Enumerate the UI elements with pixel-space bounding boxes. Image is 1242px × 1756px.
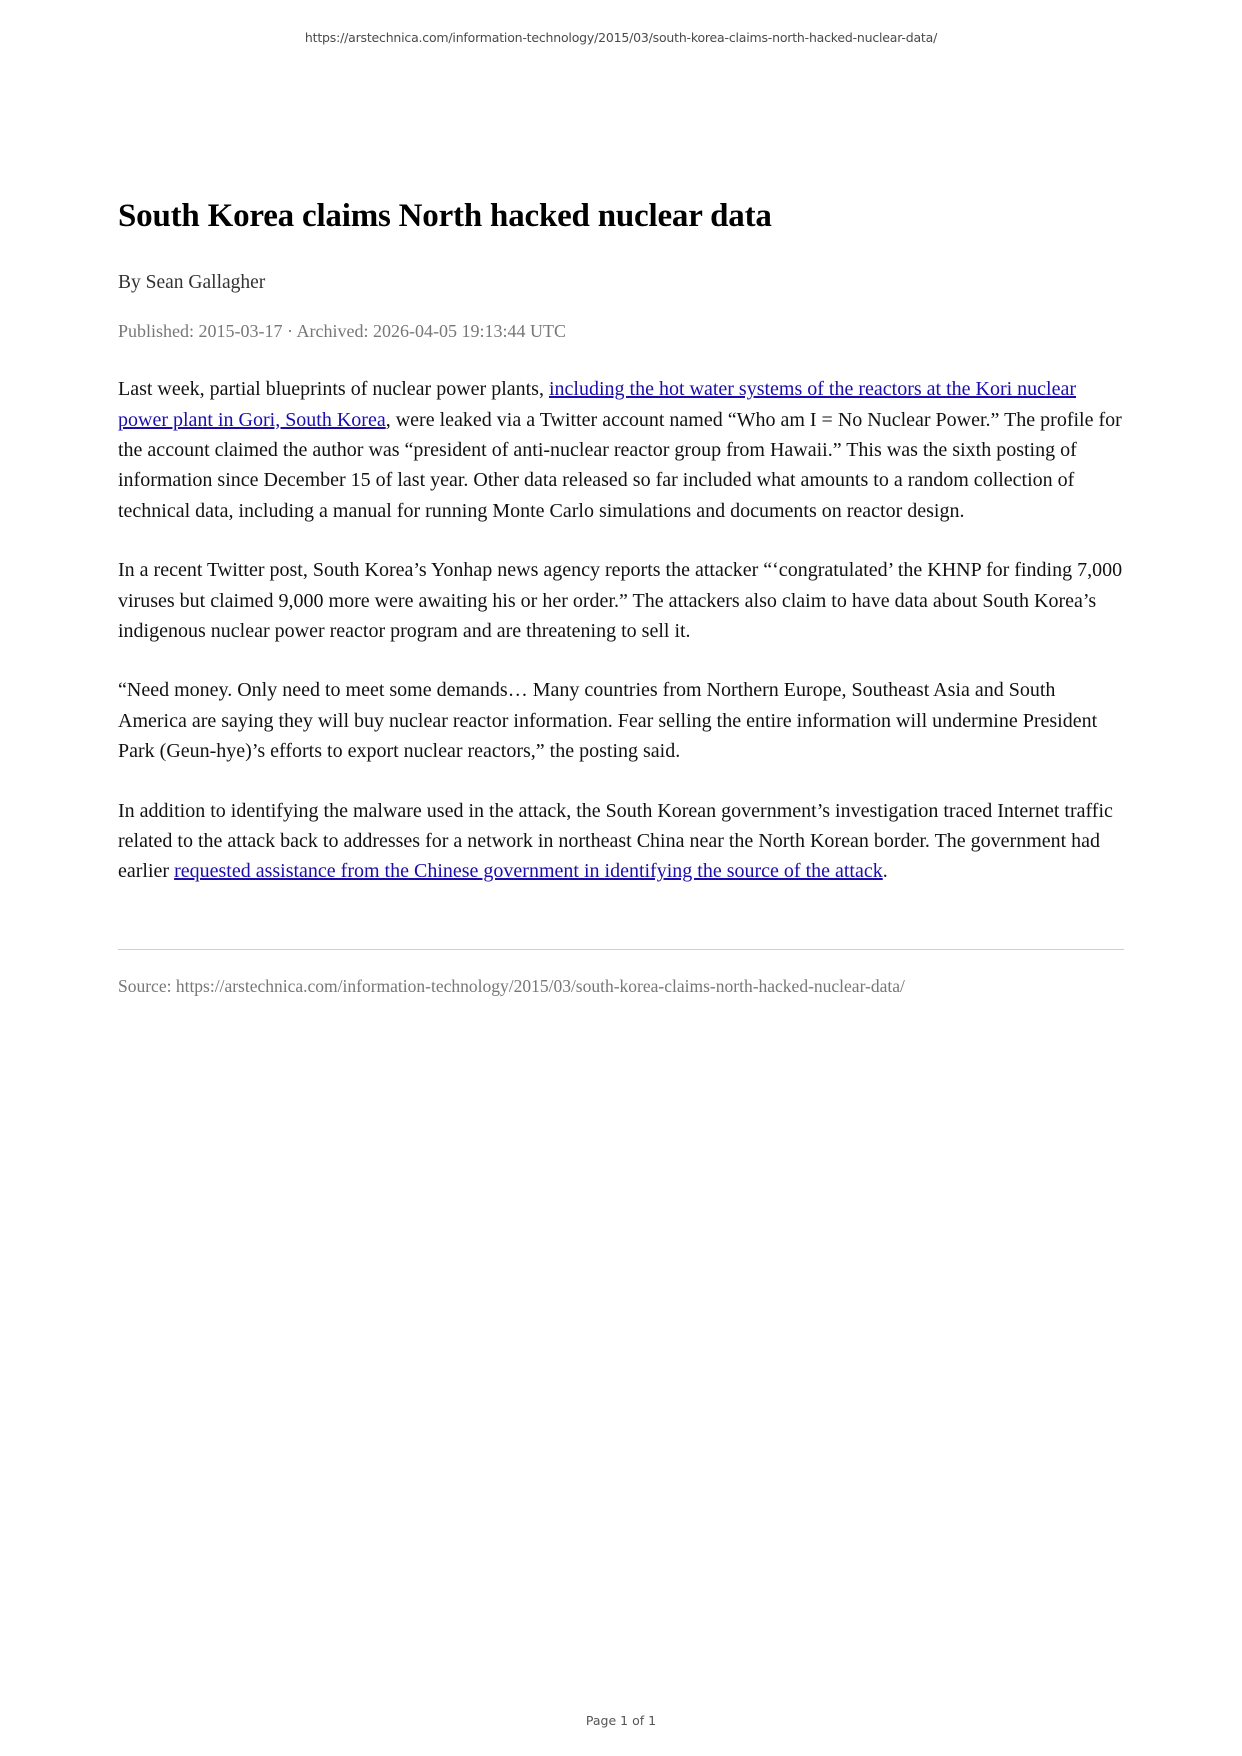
paragraph-4-text-after: . [882,860,888,883]
link-chinese-government-assistance[interactable]: requested assistance from the Chinese government in identifying the source of the attack [174,860,883,883]
content-divider [118,949,1124,950]
page-title: South Korea claims North hacked nuclear data [118,198,772,234]
paragraph-2: In a recent Twitter post, South Korea’s Yonhap news agency reports the attacker “‘congratulated’ the KHNP for finding 7,000 viruses but claimed 9,000 more were awaiting his or her order.” The attackers also claim to have data about South Korea’s indigenous nuclear power reactor program and are threatening to sell it. [118,559,1123,642]
paragraph-4-text-before: In addition to identifying the malware used in the attack, the South Korean government’s investigation traced Internet traffic related to the attack back to addresses for a network in northeast China near the North Korean border. The government had earlier [118,799,1113,883]
link-kori-blueprints[interactable]: including the hot water systems of the reactors at the Kori nuclear power plant in Gori, South Korea [118,378,1077,431]
source-line: Source: https://arstechnica.com/information-technology/2015/03/south-korea-claims-north-hacked-nuclear-data/ [118,975,905,996]
byline: By Sean Gallagher [118,272,266,294]
page-footer: Page 1 of 1 [585,1713,657,1728]
paragraph-1-text-after: , were leaked via a Twitter account named “Who am I = No Nuclear Power.” The profile for the account claimed the author was “president of anti-nuclear reactor group from Hawaii.” This was the sixth posting of information since December 15 of last year. Other data released so far included what amounts to a random collection of technical data, including a manual for running Monte Carlo simulations and documents on reactor design. [118,408,1122,522]
paragraph-1 [118,374,1124,526]
paragraph-3: “Need money. Only need to meet some demands… Many countries from Northern Europe, Southeast Asia and South America are saying they will buy nuclear reactor information. Fear selling the entire information will undermine President Park (Geun-hye)’s efforts to export nuclear reactors,” the posting said. [118,679,1098,763]
paragraph-4 [118,796,1124,887]
publish-archive-dates: Published: 2015-03-17 · Archived: 2026-04-05 19:13:44 UTC [118,321,566,342]
paragraph-1-text-before: Last week, partial blueprints of nuclear power plants, [118,378,549,401]
header-url: https://arstechnica.com/information-technology/2015/03/south-korea-claims-north-hacked-nuclear-data/ [304,30,938,45]
